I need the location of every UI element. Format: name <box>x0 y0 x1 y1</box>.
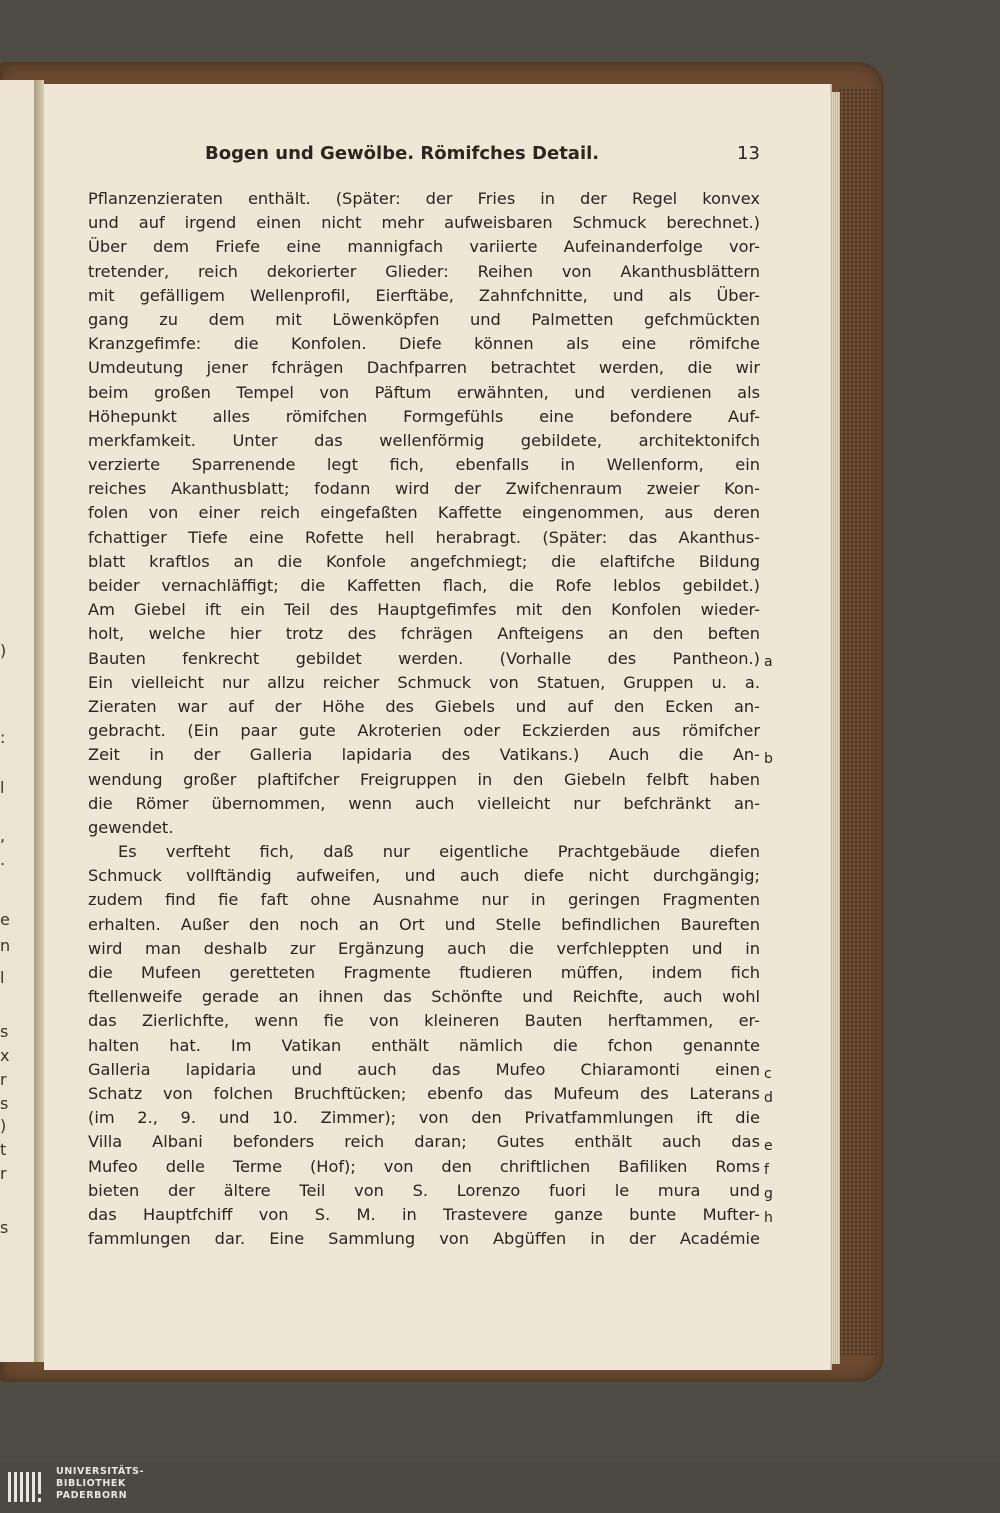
text-line: gang zu dem mit Löwenköpfen und Palmetten gefchmückten <box>88 309 760 329</box>
text-line: das Hauptfchiff von S. M. in Trastevere ganze bunte Mufter- <box>88 1204 760 1224</box>
left-margin-char: . <box>0 850 6 869</box>
text-line: beim großen Tempel von Päftum erwähnten, und verdienen als <box>88 382 760 402</box>
text-line: Kranzgefimfe: die Konfolen. Diefe können als eine römifche <box>88 334 760 354</box>
text-line: das Zierlichfte, wenn fie von kleineren Bauten herftammen, er- <box>88 1011 760 1031</box>
left-margin-char: : <box>0 728 6 747</box>
text-line: ftellenweife gerade an ihnen das Schönfte und Reichfte, auch wohl <box>88 987 760 1007</box>
text-line: Bauten fenkrecht gebildet werden. (Vorhalle des Pantheon.) <box>88 648 760 668</box>
left-margin-char: t <box>0 1140 7 1159</box>
text-line: fchattiger Tiefe eine Rofette hell herabragt. (Später: das Akanthus- <box>88 527 760 547</box>
text-line: beider vernachläffigt; die Kaffetten flach, die Rofe leblos gebildet.) <box>88 576 760 595</box>
margin-note: c <box>764 1066 772 1082</box>
margin-note: e <box>764 1138 773 1154</box>
left-margin-char: r <box>0 1164 7 1183</box>
library-name <box>56 1466 144 1502</box>
text-line: mit gefälligem Wellenprofil, Eierftäbe, Zahnfchnitte, und als Über- <box>88 285 760 305</box>
margin-note: d <box>764 1090 773 1106</box>
text-line: bieten der ältere Teil von S. Lorenzo fuori le mura und <box>88 1180 760 1200</box>
left-margin-char: e <box>0 910 10 929</box>
margin-note: b <box>764 751 773 767</box>
text-line: zudem find fie faft ohne Ausnahme nur in geringen Fragmenten <box>88 890 760 910</box>
text-line: verzierte Sparrenende legt fich, ebenfalls in Wellenform, ein <box>88 455 760 475</box>
left-margin-char: , <box>0 826 6 845</box>
text-line: Zieraten war auf der Höhe des Giebels und auf den Ecken an- <box>88 696 760 716</box>
margin-note: h <box>764 1210 773 1226</box>
text-line: und auf irgend einen nicht mehr aufweisbaren Schmuck berechnet.) <box>88 213 760 233</box>
library-name-line: PADERBORN <box>56 1490 128 1501</box>
text-line: Schatz von folchen Bruchftücken; ebenfo das Mufeum des Laterans <box>88 1083 760 1103</box>
text-line: die Römer übernommen, wenn auch vielleicht nur befchränkt an- <box>88 793 760 813</box>
text-line: Es verfteht fich, daß nur eigentliche Prachtgebäude diefen <box>118 842 760 862</box>
running-title: Bogen und Gewölbe. Römifches Detail. <box>205 143 600 164</box>
text-line: blatt kraftlos an die Konfole angefchmiegt; die elaftifche Bildung <box>88 551 760 571</box>
text-line: Pflanzenzieraten enthält. (Später: der Fries in der Regel konvex <box>88 189 760 208</box>
running-header <box>205 143 765 171</box>
text-line: Mufeo delle Terme (Hof); von den chriftlichen Bafiliken Roms <box>88 1156 760 1176</box>
text-line: Zeit in der Galleria lapidaria des Vatikans.) Auch die An- <box>88 745 760 765</box>
left-margin-char: l <box>0 968 5 987</box>
text-line: Am Giebel ift ein Teil des Hauptgefimfes mit den Konfolen wieder- <box>88 600 760 620</box>
library-footer <box>0 1462 1000 1513</box>
text-line: merkfamkeit. Unter das wellenförmig gebildete, architektonifch <box>88 430 760 450</box>
text-line: gewendet. <box>88 817 174 837</box>
left-margin-char: s <box>0 1094 9 1113</box>
text-line: Über dem Friefe eine mannigfach variierte Aufeinanderfolge vor- <box>88 237 760 257</box>
library-name-line: UNIVERSITÄTS- <box>56 1466 145 1477</box>
left-margin-char: n <box>0 936 11 955</box>
left-margin-char: x <box>0 1046 10 1065</box>
page-edge <box>830 92 840 1364</box>
library-logo-icon <box>6 1468 46 1508</box>
text-line: die Mufeen geretteten Fragmente ftudieren müffen, indem fich <box>88 963 760 982</box>
left-margin-char: l <box>0 778 5 797</box>
left-margin-char: s <box>0 1218 9 1237</box>
left-page-edge <box>0 80 36 1362</box>
text-line: reiches Akanthusblatt; fodann wird der Zwifchenraum zweier Kon- <box>88 479 760 499</box>
left-margin-char: r <box>0 1070 7 1089</box>
text-line: Ein vielleicht nur allzu reicher Schmuck von Statuen, Gruppen u. a. <box>88 672 760 692</box>
text-line: tretender, reich dekorierter Glieder: Reihen von Akanthusblättern <box>88 261 760 281</box>
text-line: wendung großer plaftifcher Freigruppen in den Giebeln felbft haben <box>88 769 760 789</box>
text-line: halten hat. Im Vatikan enthält nämlich die fchon genannte <box>88 1035 760 1055</box>
margin-note: a <box>764 654 773 670</box>
text-line: gebracht. (Ein paar gute Akroterien oder Eckzierden aus römifcher <box>88 721 760 741</box>
left-margin-char: s <box>0 1022 9 1041</box>
margin-note: f <box>764 1162 769 1178</box>
left-margin-char: ) <box>0 1116 7 1135</box>
left-margin-char: ) <box>0 641 7 660</box>
text-line: Umdeutung jener fchrägen Dachfparren betrachtet werden, die wir <box>88 358 760 378</box>
text-line: (im 2., 9. und 10. Zimmer); von den Privatfammlungen ift die <box>88 1108 760 1128</box>
left-page-margin-letters <box>0 80 34 1362</box>
page-number: 13 <box>737 143 760 164</box>
text-line: erhalten. Außer den noch an Ort und Stelle befindlichen Baureften <box>88 914 760 934</box>
text-line: holt, welche hier trotz des fchrägen Anfteigens an den beften <box>88 624 760 644</box>
text-line: Galleria lapidaria und auch das Mufeo Chiaramonti einen <box>88 1059 760 1079</box>
text-line: Höhepunkt alles römifchen Formgefühls eine befondere Auf- <box>88 406 760 426</box>
margin-note: g <box>764 1186 773 1202</box>
cover-texture <box>838 88 878 1356</box>
text-line: wird man deshalb zur Ergänzung auch die verfchleppten und in <box>88 938 760 958</box>
library-name-line: BIBLIOTHEK <box>56 1478 126 1489</box>
text-line: fammlungen dar. Eine Sammlung von Abgüffen in der Académie <box>88 1229 760 1249</box>
body-text <box>88 187 760 1251</box>
text-line: Villa Albani befonders reich daran; Gutes enthält auch das <box>88 1132 760 1152</box>
book-gutter <box>34 80 44 1362</box>
text-line: folen von einer reich eingefaßten Kaffette eingenommen, aus deren <box>88 503 760 523</box>
text-line: Schmuck vollftändig aufweifen, und auch diefe nicht durchgängig; <box>88 866 760 886</box>
